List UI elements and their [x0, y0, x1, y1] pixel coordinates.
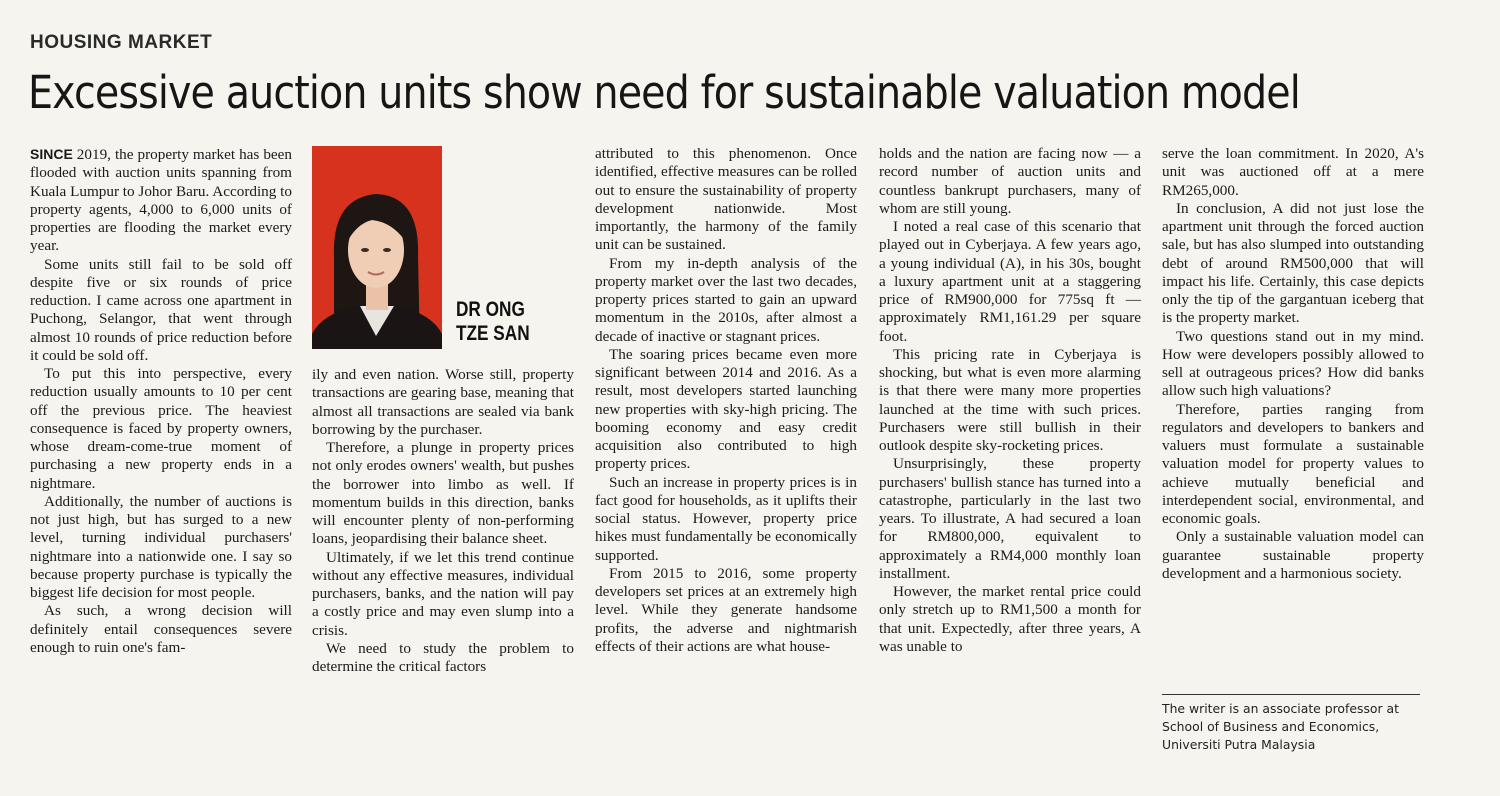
- paragraph: ily and even nation. Worse still, property transactions are gearing base, meaning that almost all transactions are sealed via bank borrowing by the purchaser.: [312, 366, 574, 438]
- paragraph: Such an increase in property prices is in fact good for households, as it uplifts their social status. However, property price hikes must fundamentally be economically supported.: [595, 473, 857, 564]
- paragraph-text: 2019, the property market has been flooded with auction units spanning from Kuala Lumpur to Johor Baru. According to property agents, 4,000 to 6,000 units of properties are flooding the market every year.: [30, 146, 292, 255]
- paragraph: Some units still fail to be sold off despite five or six rounds of price reduction. I came across one apartment in Puchong, Selangor, that went through almost 10 rounds of price reduction before it could be sold off.: [30, 255, 292, 364]
- author-note: The writer is an associate professor at School of Business and Economics, Universiti Putra Malaysia: [1162, 701, 1399, 752]
- paragraph: Ultimately, if we let this trend continue without any effective measures, individual purchasers, banks, and the nation will pay a costly price and may even slump into a crisis.: [312, 548, 574, 639]
- paragraph: Therefore, a plunge in property prices not only erodes owners' wealth, but pushes the borrower into limbo as well. If momentum builds in this direction, banks will encounter plenty of non-performing loans, jeopardising their balance sheet.: [312, 439, 574, 548]
- article-column-2: [312, 366, 574, 676]
- paragraph: In conclusion, A did not just lose the apartment unit through the forced auction sale, but has also slumped into outstanding debt of around RM500,000 that will impact his life. Certainly, this case depicts only the tip of the gargantuan iceberg that is the property market.: [1162, 199, 1424, 327]
- paragraph: holds and the nation are facing now — a record number of auction units and countless bankrupt purchasers, many of whom are still young.: [879, 145, 1141, 217]
- paragraph: The soaring prices became even more significant between 2014 and 2016. As a result, most developers started launching new properties with sky-high pricing. The booming economy and easy credit acquisition also contributed to high property prices.: [595, 345, 857, 473]
- paragraph: [30, 145, 292, 256]
- lead-word: SINCE: [30, 146, 73, 162]
- author-name-line-1: DR ONG: [456, 298, 525, 321]
- author-photo: [312, 146, 442, 349]
- paragraph: To put this into perspective, every reduction usually amounts to 10 per cent off the previous price. The heaviest consequence is faced by property owners, whose dream-come-true moment of purchasing a new property ends in a nightmare.: [30, 365, 292, 492]
- author-portrait-illustration: [312, 146, 442, 349]
- paragraph: Therefore, parties ranging from regulators and developers to bankers and valuers must formulate a sustainable valuation model for property values to achieve mutually beneficial and interdependent social, environmental, and economic goals.: [1162, 400, 1424, 527]
- author-note-divider: [1162, 694, 1420, 695]
- paragraph: Two questions stand out in my mind. How were developers possibly allowed to sell at outrageous prices? How did banks allow such high valuations?: [1162, 327, 1424, 400]
- paragraph: serve the loan commitment. In 2020, A's unit was auctioned off at a mere RM265,000.: [1162, 145, 1424, 199]
- article-column-1: [30, 145, 292, 657]
- paragraph: However, the market rental price could only stretch up to RM1,500 a month for that unit. Expectedly, after three years, A was unable to: [879, 583, 1141, 655]
- section-label: HOUSING MARKET: [30, 32, 213, 53]
- paragraph: We need to study the problem to determine the critical factors: [312, 639, 574, 675]
- paragraph: This pricing rate in Cyberjaya is shocking, but what is even more alarming is that there were many more properties launched at the time with such prices. Purchasers were still bullish in their outlook despite sky-rocketing prices.: [879, 345, 1141, 454]
- paragraph: I noted a real case of this scenario that played out in Cyberjaya. A few years ago, a young individual (A), in his 30s, bought a luxury apartment unit at a staggering price of RM900,000 for 775sq ft — approximately RM1,161.29 per square foot.: [879, 218, 1141, 345]
- article-column-5: [1162, 145, 1424, 583]
- paragraph: From my in-depth analysis of the property market over the last two decades, property prices started to gain an upward momentum in the 2010s, after almost a decade of inactive or stagnant prices.: [595, 254, 857, 345]
- paragraph: From 2015 to 2016, some property developers set prices at an extremely high level. While they generate handsome profits, the adverse and nightmarish effects of their actions are what house-: [595, 564, 857, 655]
- paragraph: As such, a wrong decision will definitely entail consequences severe enough to ruin one's fam-: [30, 602, 292, 656]
- article-column-3: [595, 145, 857, 656]
- paragraph: Additionally, the number of auctions is not just high, but has surged to a new level, turning individual purchasers' nightmare into a nationwide one. I say so because property purchase is typically the biggest life decision for most people.: [30, 492, 292, 601]
- paragraph: Unsurprisingly, these property purchasers' bullish stance has turned into a catastrophe, particularly in the last two years. To illustrate, A had secured a loan for RM800,000, equivalent to approximately a RM4,000 monthly loan installment.: [879, 455, 1141, 582]
- article-column-4: [879, 145, 1141, 656]
- paragraph: Only a sustainable valuation model can guarantee sustainable property development and a harmonious society.: [1162, 528, 1424, 582]
- headline: Excessive auction units show need for sustainable valuation model: [28, 66, 1300, 119]
- paragraph: attributed to this phenomenon. Once identified, effective measures can be rolled out to ensure the sustainability of property development nationwide. Most importantly, the harmony of the family unit can be sustained.: [595, 145, 857, 254]
- author-name-line-2: TZE SAN: [456, 322, 530, 345]
- author-byline: [456, 298, 530, 346]
